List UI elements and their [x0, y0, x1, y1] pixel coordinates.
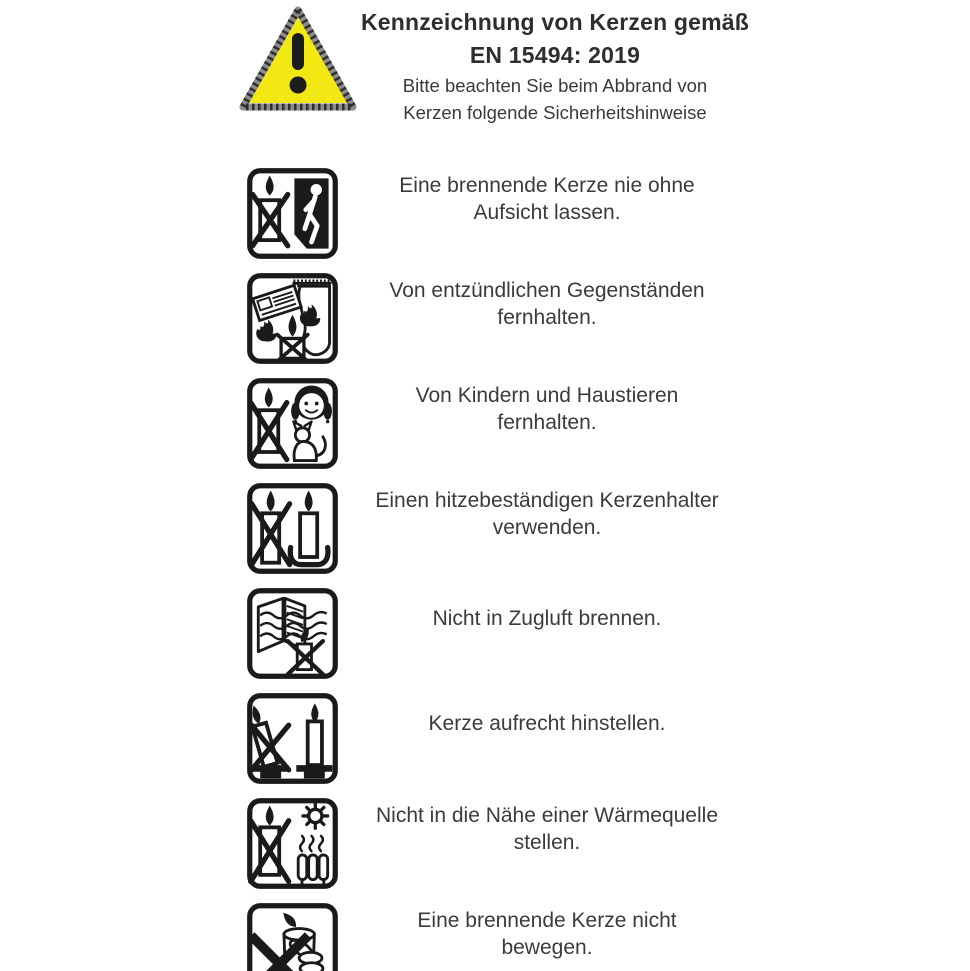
instruction-line: Nicht in die Nähe einer Wärmequelle: [376, 803, 718, 827]
header: [0, 0, 970, 126]
page-subtitle-line2: Kerzen folgende Sicherheitshinweise: [403, 101, 707, 123]
instruction-line: Nicht in Zugluft brennen.: [432, 607, 662, 630]
safety-row-unattended: [245, 166, 970, 261]
instruction-text: [346, 605, 748, 632]
instruction-text: [346, 172, 748, 226]
instruction-text: [346, 710, 748, 737]
page-title-line2: EN 15494: 2019: [469, 42, 641, 68]
instruction-line: fernhalten.: [497, 305, 597, 329]
safety-row-children-pets: [245, 376, 970, 471]
safety-row-flammable: [245, 271, 970, 366]
do-not-move-burning-candle-icon: [245, 901, 340, 971]
instruction-line: Einen hitzebeständigen Kerzenhalter: [375, 488, 719, 512]
instruction-line: bewegen.: [501, 935, 593, 959]
page-subtitle-line1: Bitte beachten Sie beim Abbrand von: [402, 75, 708, 96]
instruction-text: [346, 802, 748, 856]
instruction-text: [346, 907, 748, 961]
instruction-line: Kerze aufrecht hinstellen.: [428, 712, 666, 735]
safety-row-candle-holder: [245, 481, 970, 576]
do-not-burn-in-draft-icon: [245, 586, 340, 681]
header-text: [338, 6, 772, 125]
instruction-line: fernhalten.: [497, 410, 597, 434]
safety-row-heat-source: [245, 796, 970, 891]
instruction-line: Von Kindern und Haustieren: [415, 383, 679, 407]
instruction-line: stellen.: [513, 830, 581, 854]
place-candle-upright-icon: [245, 691, 340, 786]
keep-away-from-flammable-objects-icon: [245, 271, 340, 366]
page-title-line1: Kennzeichnung von Kerzen gemäß: [360, 9, 750, 35]
instruction-line: verwenden.: [492, 515, 602, 539]
safety-instruction-list: [245, 166, 970, 971]
instruction-text: [346, 487, 748, 541]
instruction-text: [346, 277, 748, 331]
safety-row-draft: [245, 586, 970, 681]
use-heat-resistant-candle-holder-icon: [245, 481, 340, 576]
instruction-text: [346, 382, 748, 436]
instruction-line: Eine brennende Kerze nicht: [417, 908, 677, 932]
safety-row-do-not-move: [245, 901, 970, 971]
instruction-line: Von entzündlichen Gegenständen: [389, 278, 705, 302]
instruction-line: Aufsicht lassen.: [473, 200, 621, 224]
safety-row-upright: [245, 691, 970, 786]
keep-away-from-children-and-pets-icon: [245, 376, 340, 471]
instruction-line: Eine brennende Kerze nie ohne: [399, 173, 695, 197]
never-leave-burning-candle-unattended-icon: [245, 166, 340, 261]
keep-away-from-heat-source-icon: [245, 796, 340, 891]
